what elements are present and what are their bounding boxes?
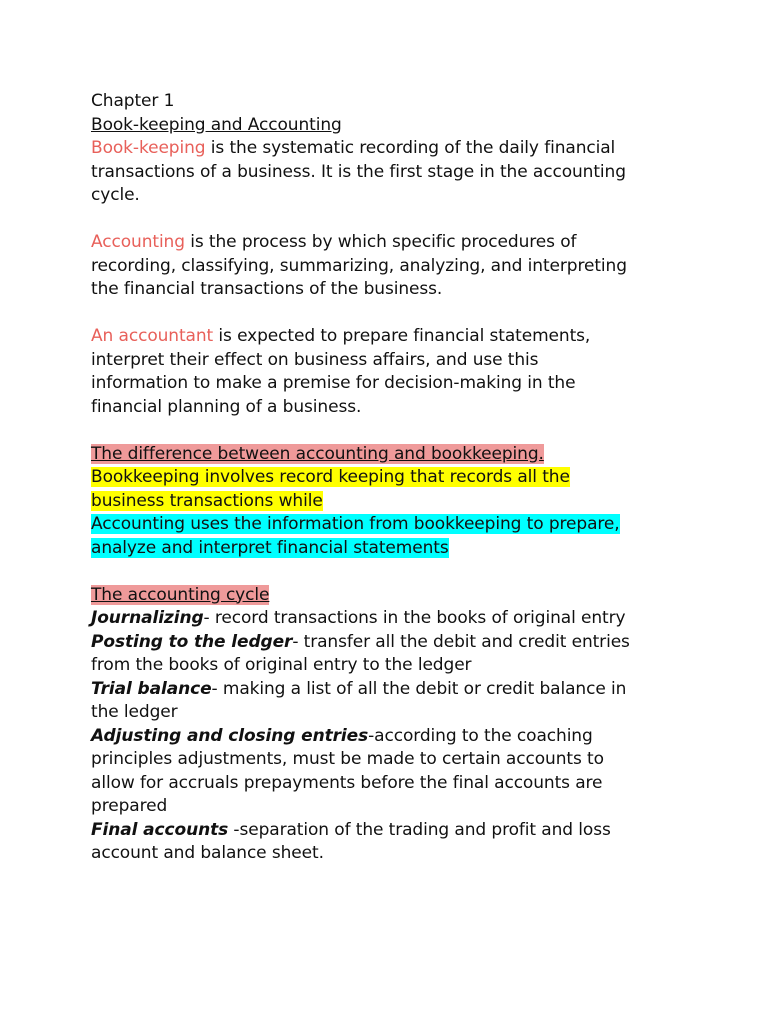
posting-text: - transfer all the debit and credit entries (292, 631, 630, 652)
cycle-journalizing-line (91, 607, 731, 631)
posting-text-line: from the books of original entry to the ledger (91, 655, 472, 675)
difference-bookkeeping-line (91, 466, 731, 490)
adjusting-text-line: allow for accruals prepayments before the final accounts are (91, 772, 603, 793)
accountant-text-line: interpret their effect on business affairs, and use this (91, 349, 539, 370)
accounting-text-line: recording, classifying, summarizing, analyzing, and interpreting (91, 255, 627, 276)
adjusting-text-line: principles adjustments, must be made to certain accounts to (91, 749, 604, 769)
accountant-term: An accountant (91, 326, 214, 346)
bookkeeping-text: is the systematic recording of the daily financial (205, 138, 616, 158)
adjusting-text-line: prepared (91, 796, 168, 816)
highlighted-text: Accounting uses the information from bookkeeping to prepare, (91, 514, 620, 534)
paragraph-gap (91, 560, 731, 584)
adjusting-term: Adjusting and closing entries (91, 725, 369, 746)
cycle-final-line (91, 819, 731, 843)
bookkeeping-text-line: cycle. (91, 185, 140, 205)
accountant-definition-line (91, 325, 731, 349)
section-heading: Book-keeping and Accounting (91, 114, 342, 135)
cycle-adjusting-line (91, 725, 731, 749)
posting-term: Posting to the ledger (91, 631, 293, 652)
document-page (91, 90, 731, 866)
difference-title: The difference between accounting and bookkeeping. (91, 443, 544, 464)
cycle-title-line (91, 584, 731, 608)
trial-balance-text: - making a list of all the debit or credit balance in (211, 678, 627, 699)
journalizing-text: - record transactions in the books of original entry (203, 608, 626, 628)
highlighted-text: analyze and interpret financial statements (91, 537, 449, 558)
bookkeeping-term: Book-keeping (91, 138, 206, 158)
accounting-text-line: the financial transactions of the business. (91, 279, 443, 299)
bookkeeping-text-line: transactions of a business. It is the first stage in the accounting (91, 161, 626, 182)
paragraph-gap (91, 208, 731, 232)
final-accounts-term: Final accounts (91, 819, 229, 840)
paragraph-gap (91, 419, 731, 443)
trial-balance-term: Trial balance (91, 678, 212, 699)
difference-title-line (91, 443, 731, 467)
final-accounts-text: -separation of the trading and profit and loss (228, 819, 611, 840)
accountant-text-line: information to make a premise for decision-making in the (91, 373, 576, 393)
trial-balance-text-line: the ledger (91, 702, 178, 722)
difference-accounting-line (91, 537, 731, 561)
cycle-title: The accounting cycle (91, 584, 270, 605)
difference-accounting-line (91, 513, 731, 537)
chapter-title: Chapter 1 (91, 91, 175, 111)
highlighted-text: business transactions while (91, 490, 323, 511)
cycle-posting-line (91, 631, 731, 655)
accounting-text: is the process by which specific procedures of (184, 232, 577, 252)
journalizing-term: Journalizing (91, 608, 204, 628)
cycle-trial-line (91, 678, 731, 702)
difference-bookkeeping-line (91, 490, 731, 514)
highlighted-text: Bookkeeping involves record keeping that records all the (91, 467, 570, 487)
paragraph-gap (91, 302, 731, 326)
accounting-definition-line (91, 231, 731, 255)
accountant-text-line: financial planning of a business. (91, 396, 362, 417)
final-accounts-text-line: account and balance sheet. (91, 843, 324, 863)
bookkeeping-definition-line (91, 137, 731, 161)
accountant-text: is expected to prepare financial statements, (213, 326, 591, 346)
accounting-term: Accounting (91, 232, 185, 252)
adjusting-text: -according to the coaching (368, 725, 593, 746)
